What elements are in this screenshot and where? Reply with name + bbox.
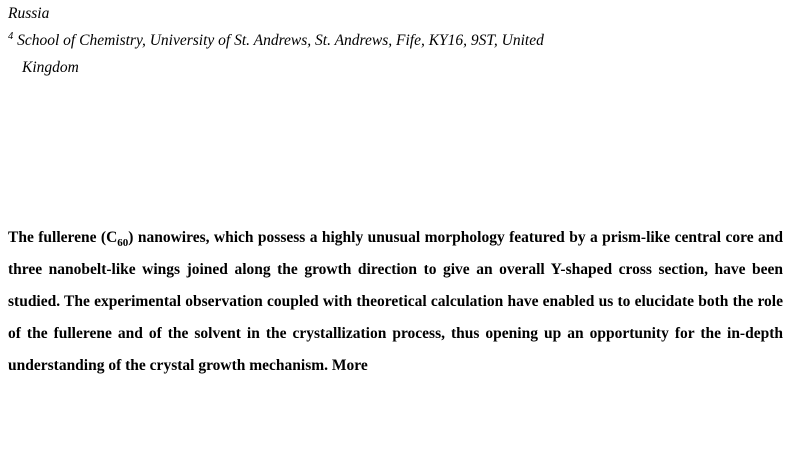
affiliation-marker-2: 4 (8, 30, 14, 42)
affiliation-line-1 (8, 0, 744, 27)
abstract-subscript: 60 (117, 237, 129, 250)
affiliation-text-2: School of Chemistry, University of St. Andrews, St. Andrews, Fife, KY16, 9ST, United (13, 32, 544, 49)
affiliation-line-3 (8, 54, 744, 81)
abstract-paragraph (8, 222, 783, 382)
abstract-text-part-2: ) nanowires, which possess a highly unusual morphology featured by a prism-like central core and three nanobelt-like wings joined along the growth direction to give an overall Y-shaped cross section, have been studied. The experimental observation coupled with theoretical calculation have enabled us to elucidate both the role of the fullerene and of the solvent in the crystallization process, thus opening up an opportunity for the in-depth understanding of the crystal growth mechanism. More (8, 229, 783, 374)
abstract-block (8, 222, 783, 382)
abstract-text-part-1: The fullerene (C (8, 229, 118, 246)
affiliation-block (8, 0, 744, 81)
affiliation-line-2 (8, 27, 744, 54)
affiliation-text-1: Russia (8, 5, 50, 22)
affiliation-text-3: Kingdom (22, 59, 79, 76)
